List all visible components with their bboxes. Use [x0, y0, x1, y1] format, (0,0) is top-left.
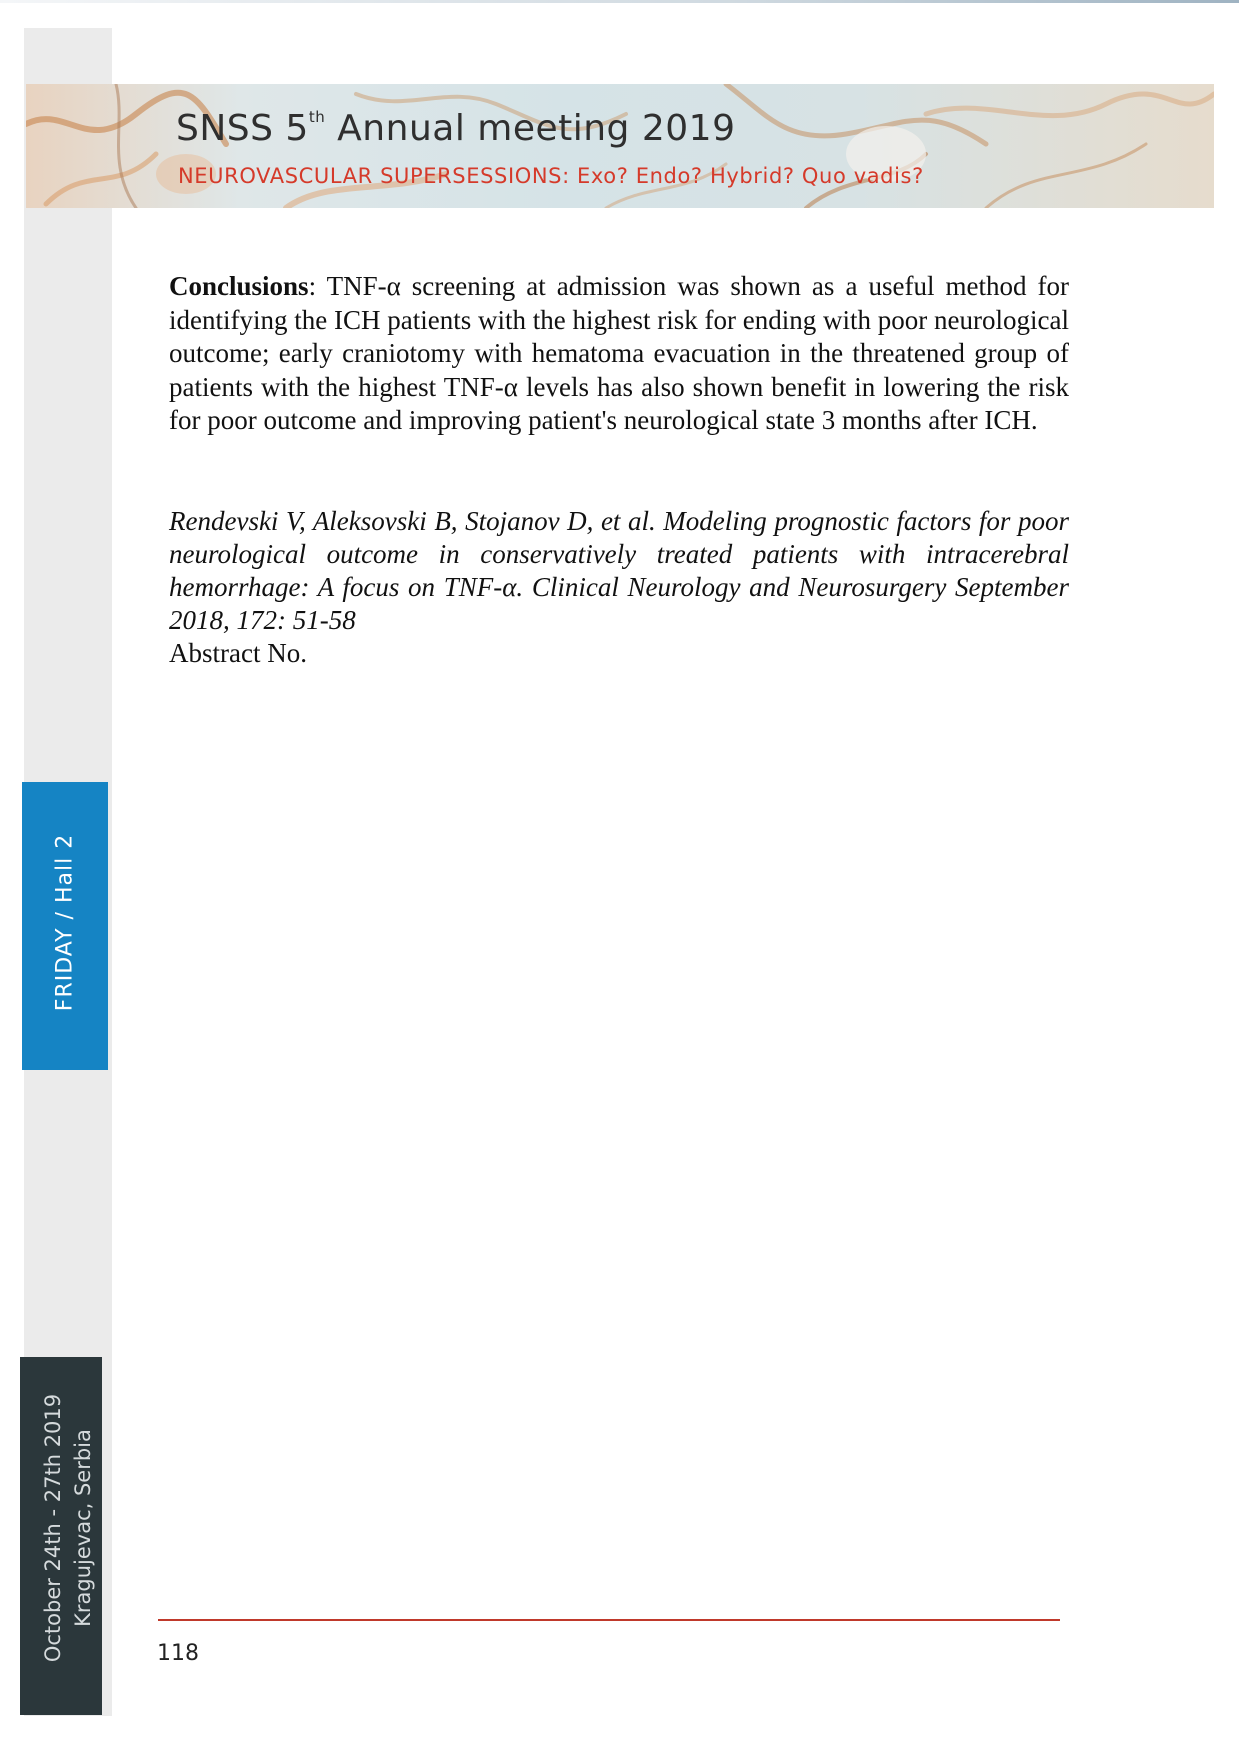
sidebar-session-label: FRIDAY / Hall 2: [52, 833, 78, 1012]
abstract-number-label: Abstract No.: [169, 637, 307, 668]
sidebar-session-tab: [22, 782, 108, 1070]
conclusions-label: Conclusions: [169, 271, 309, 301]
conclusions-paragraph: [169, 270, 1069, 438]
sidebar-date-panel: [20, 1357, 102, 1715]
main-content: [169, 270, 1069, 670]
page-number: 118: [157, 1641, 199, 1666]
sidebar-location: Kragujevac, Serbia: [71, 1429, 95, 1627]
page-top-edge: [0, 0, 1239, 3]
sidebar-dates: October 24th - 27th 2019: [41, 1393, 65, 1663]
page-title: SNSS 5th Annual meeting 2019: [176, 108, 736, 149]
footer-divider: [158, 1619, 1060, 1621]
conclusions-text: : TNF-α screening at admission was shown as a useful method for identifying the ICH patients with the highest risk for ending with poor neurological outcome; early craniotomy with hematoma evacuation in the threatened group of patients with the highest TNF-α levels has also shown benefit in lowering the risk for poor outcome and improving patient's neurological state 3 months after ICH.: [169, 271, 1069, 435]
header-banner: [26, 84, 1214, 208]
page-subtitle: NEUROVASCULAR SUPERSESSIONS: Exo? Endo? Hybrid? Quo vadis?: [178, 164, 924, 188]
reference-citation: Rendevski V, Aleksovski B, Stojanov D, et al. Modeling prognostic factors for poor neurological outcome in conservatively treated patients with intracerebral hemorrhage: A focus on TNF-α. Clinical Neurology and Neurosurgery September 2018, 172: 51-58: [169, 505, 1069, 635]
